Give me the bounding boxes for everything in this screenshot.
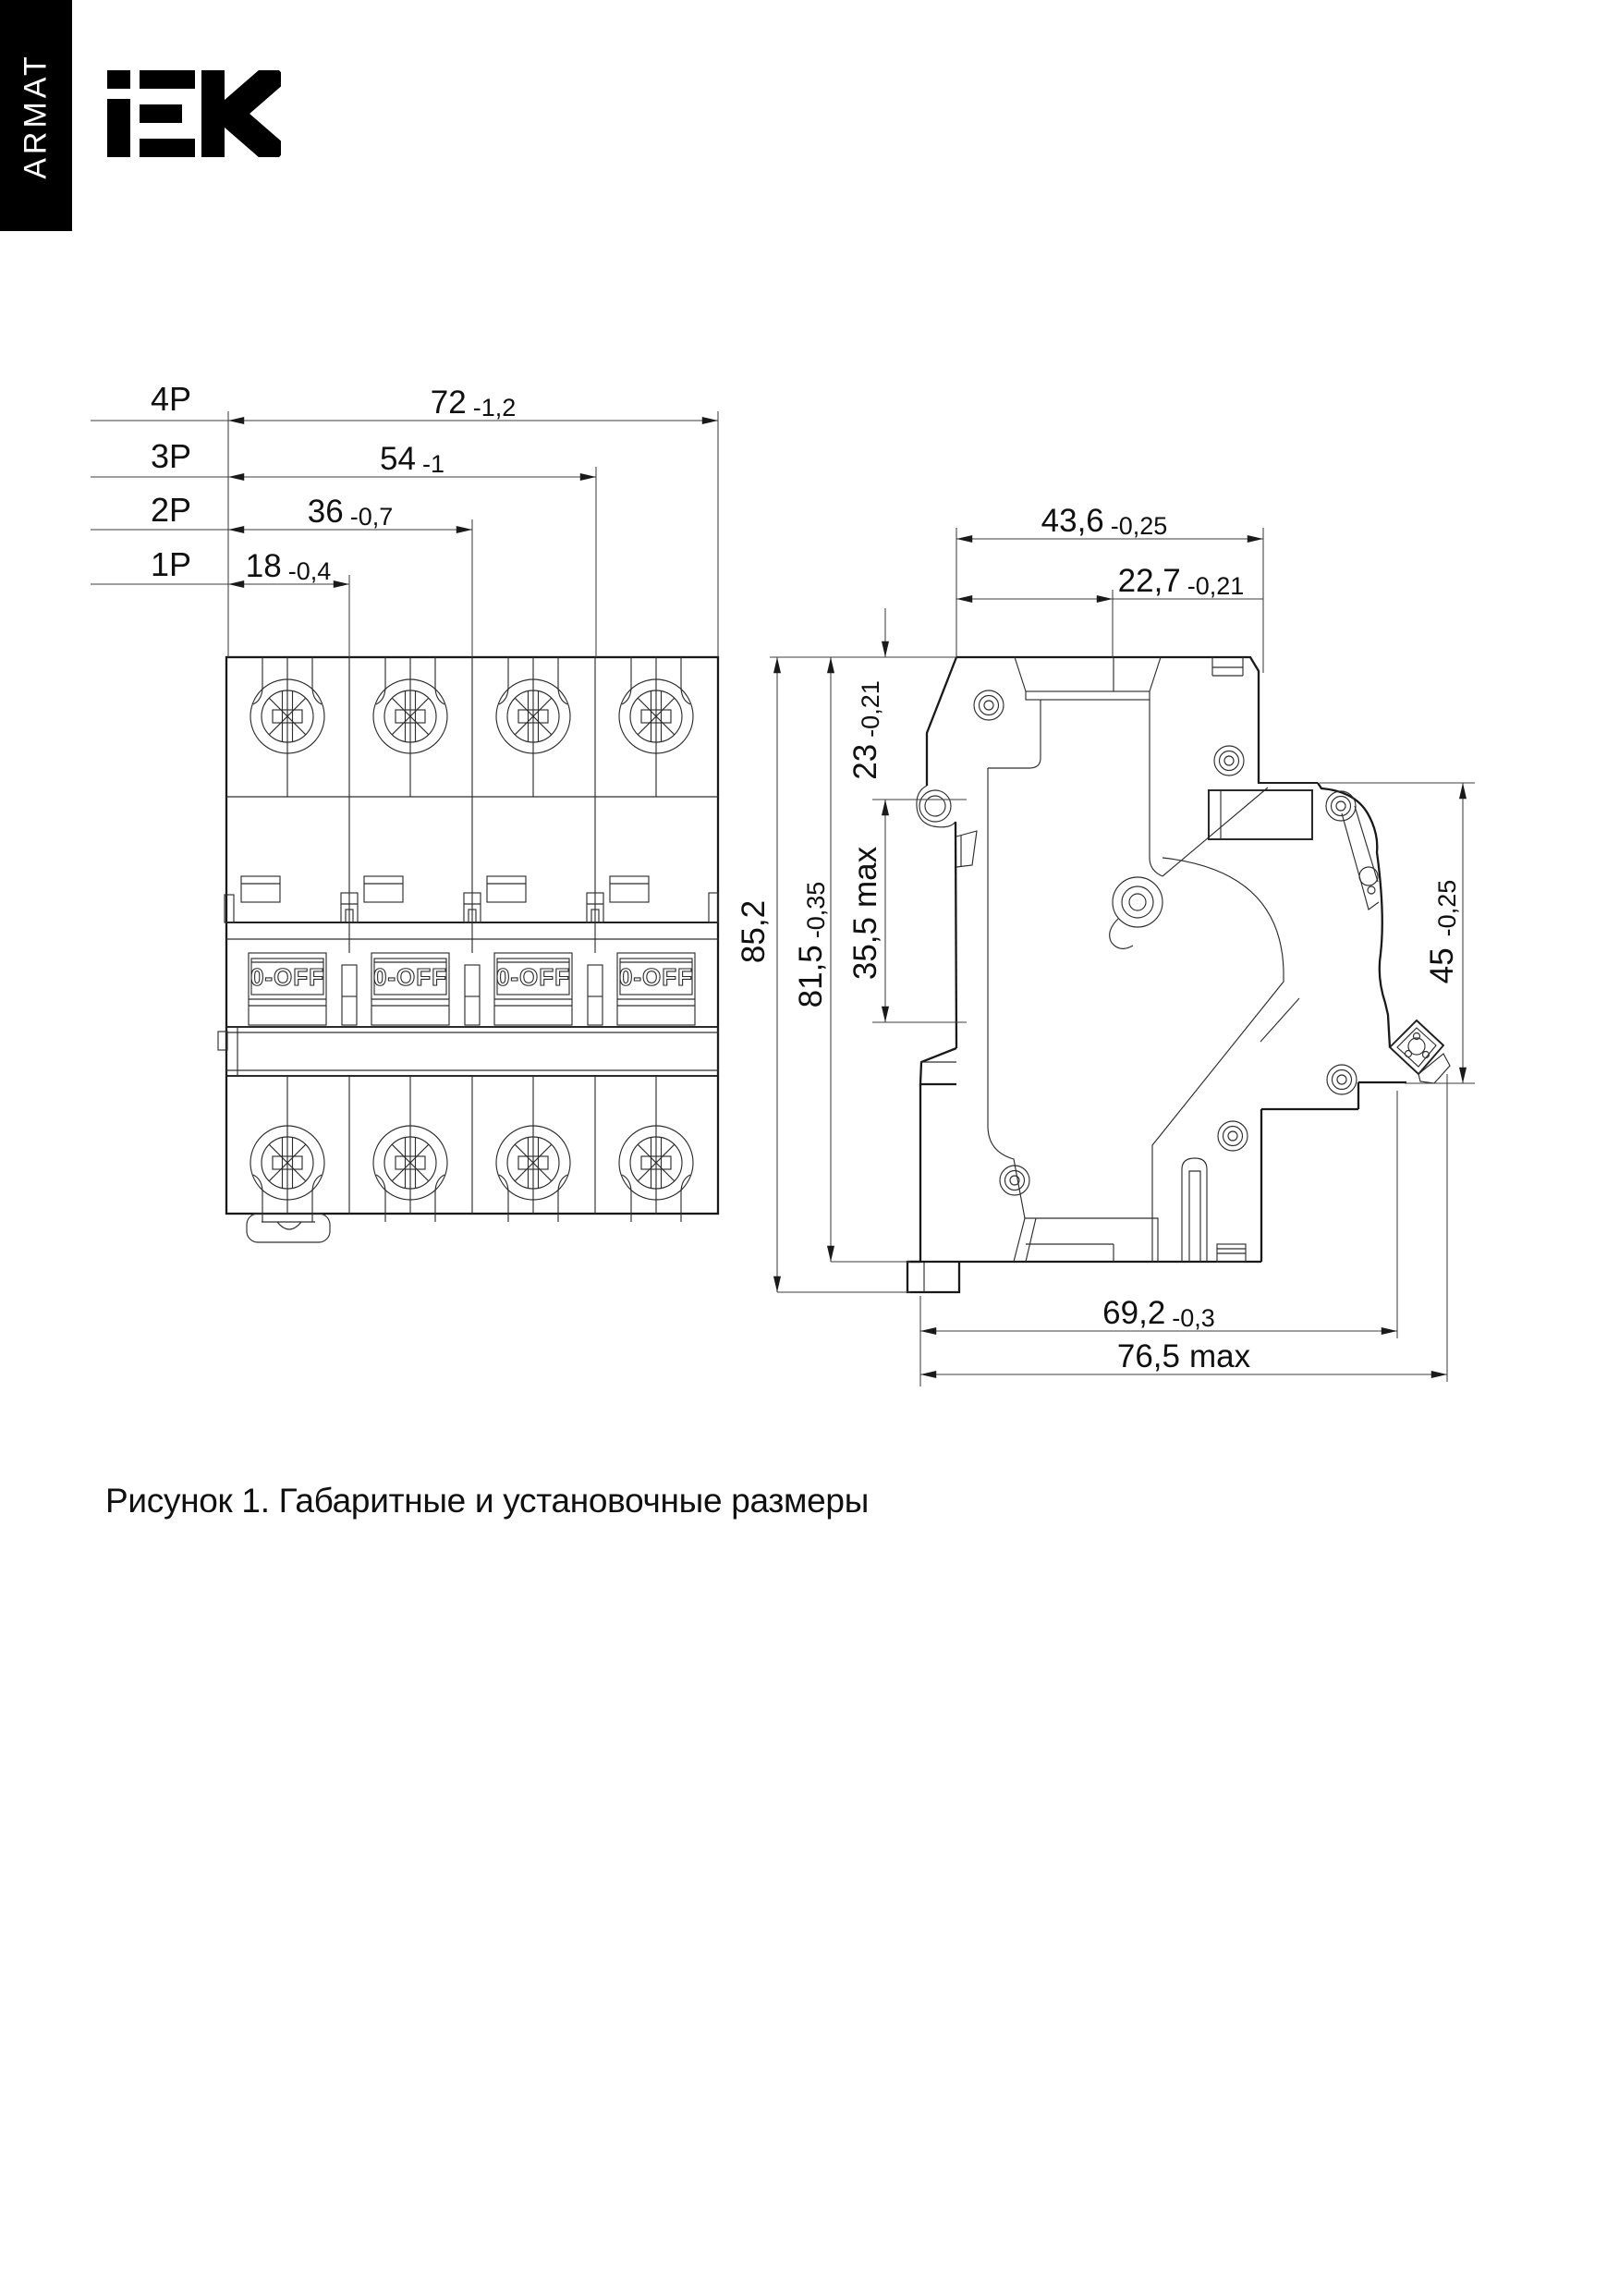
dim-bottom-depth: 69,2 -0,3 bbox=[1102, 1295, 1215, 1332]
dim-width-2p: 36 -0,7 bbox=[307, 494, 394, 531]
dim-front-height: 45-0,25 bbox=[1424, 879, 1461, 984]
dim-overall-height: 85,2 bbox=[736, 899, 772, 964]
pole-label-3p: 3P bbox=[151, 437, 192, 475]
front-view-dimensions bbox=[91, 380, 718, 657]
internal-lines bbox=[1110, 858, 1299, 1262]
pole-label-4p: 4P bbox=[151, 380, 192, 418]
dim-body-height: 81,5-0,35 bbox=[793, 881, 830, 1008]
cage-clamp bbox=[1390, 1020, 1450, 1083]
dim-top-to-mount: 23-0,21 bbox=[847, 680, 884, 780]
toggle-label-2: 0-OFF bbox=[372, 963, 448, 991]
dim-width-1p: 18 -0,4 bbox=[245, 548, 332, 585]
top-tab bbox=[1212, 657, 1243, 676]
side-view bbox=[736, 503, 1475, 1386]
dim-width-4p: 72 -1,2 bbox=[430, 385, 517, 421]
din-clip-tab bbox=[247, 1214, 330, 1242]
mid-clips bbox=[225, 876, 718, 922]
toggle-label-3: 0-OFF bbox=[495, 963, 571, 991]
side-view-dimensions bbox=[736, 503, 1475, 1386]
dim-bottom-overall: 76,5 max bbox=[1116, 1338, 1251, 1374]
pole-label-1p: 1P bbox=[151, 545, 192, 583]
figure-caption: Рисунок 1. Габаритные и установочные размеры bbox=[105, 1482, 870, 1520]
terminal-funnel bbox=[988, 657, 1268, 1218]
dim-width-3p: 54 -1 bbox=[380, 441, 444, 478]
module-dividers bbox=[349, 657, 595, 1214]
dim-handle-depth: 35,5max bbox=[847, 846, 883, 981]
toggle-tie-bar bbox=[218, 1027, 718, 1076]
front-view bbox=[91, 380, 718, 1242]
side-toggle bbox=[1209, 790, 1379, 910]
side-body-outline bbox=[907, 657, 1406, 1292]
screw-bosses bbox=[974, 690, 1357, 1195]
toggle-label-4: 0-OFF bbox=[618, 963, 694, 991]
dim-step-depth: 22,7 -0,21 bbox=[1117, 563, 1245, 600]
din-latch bbox=[1014, 1158, 1246, 1262]
toggle-handles bbox=[249, 953, 695, 1025]
armat-series-label: ARMAT bbox=[18, 52, 54, 179]
toggle-label-1: 0-OFF bbox=[250, 963, 325, 991]
dim-overall-depth: 43,6 -0,25 bbox=[1041, 503, 1168, 540]
pole-label-2p: 2P bbox=[151, 491, 192, 529]
